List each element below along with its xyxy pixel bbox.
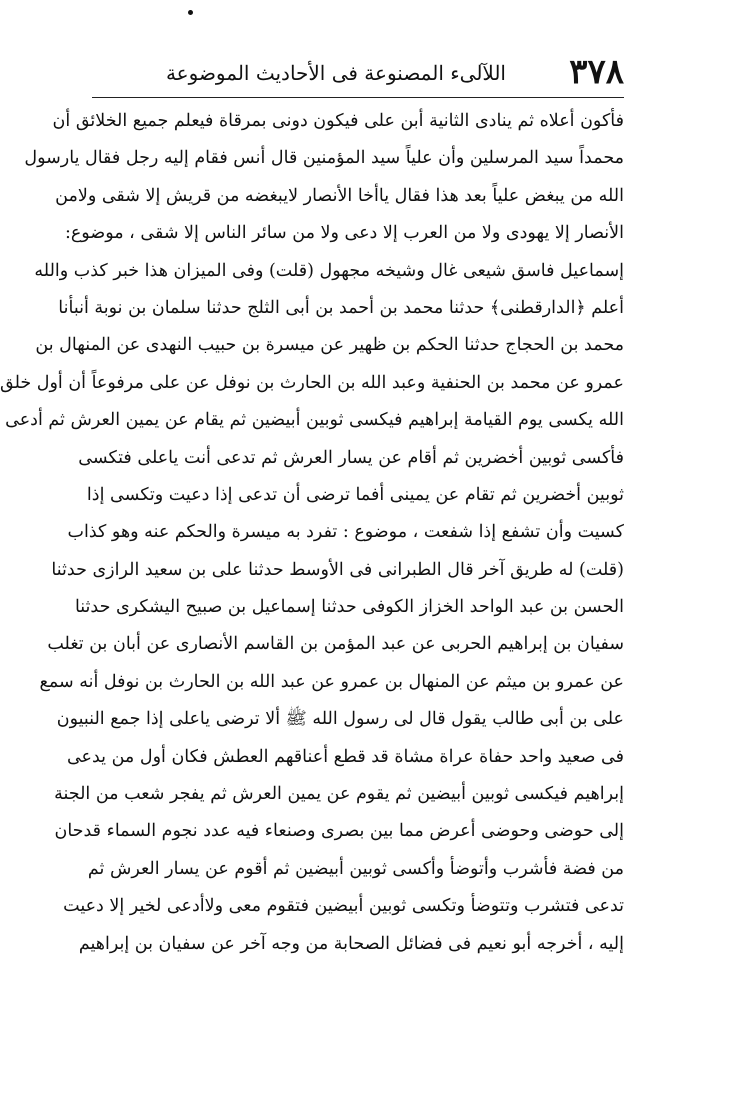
text-line: إلى حوضى وحوضى أعرض مما بين بصرى وصنعاء فيه عدد نجوم السماء قدحان (54, 821, 624, 842)
body-text (0, 103, 624, 963)
text-line: الله يكسى يوم القيامة إبراهيم فيكسى ثوبين أبيضين ثم يقام عن يمين العرش ثم أدعى (5, 410, 624, 431)
print-mark (188, 10, 193, 15)
page-header (92, 50, 624, 94)
text-line: فى صعيد واحد حفاة عراة مشاة قد قطع أعناقهم العطش فكان أول من يدعى (66, 746, 624, 767)
text-line: ثوبين أخضرين ثم تقام عن يمينى أفما ترضى أن تدعى إذا دعيت وتكسى إذا (86, 484, 624, 505)
text-line: (قلت) له طريق آخر قال الطبرانى فى الأوسط حدثنا على بن سعيد الرازى حدثنا (51, 559, 624, 580)
text-line: من فضة فأشرب وأتوضأ وأكسى ثوبين أبيضين ثم أقوم عن يسار العرش ثم (87, 858, 624, 879)
text-line: كسيت وأن تشفع إذا شفعت ، موضوع : تفرد به ميسرة والحكم عنه وهو كذاب (67, 522, 624, 543)
text-line: محمداً سيد المرسلين وأن علياً سيد المؤمنين قال أنس فقام إليه رجل فقال يارسول (24, 148, 624, 169)
text-line: سفيان بن إبراهيم الحربى عن عبد المؤمن بن القاسم الأنصارى عن أبان بن تغلب (47, 634, 624, 655)
header-rule (92, 97, 624, 98)
text-line: الحسن بن عبد الواحد الخزاز الكوفى حدثنا إسماعيل بن صبيح اليشكرى حدثنا (74, 597, 624, 618)
text-line: على بن أبى طالب يقول قال لى رسول الله ﷺ ألا ترضى ياعلى إذا جمع النبيون (56, 709, 624, 730)
running-title: اللآلىء المصنوعة فى الأحاديث الموضوعة (165, 61, 506, 85)
text-line: الله من يبغض علياً بعد هذا فقال ياأخا الأنصار لايبغضه من قريش إلا شقى ولامن (55, 185, 624, 206)
text-line: فأكون أعلاه ثم ينادى الثانية أبن على فيكون دونى بمرقاة فيعلم جميع الخلائق أن (52, 111, 624, 131)
text-line: تدعى فتشرب وتتوضأ وتكسى ثوبين أبيضين فتقوم معى ولاأدعى لخير إلا دعيت (63, 896, 624, 917)
text-line: الأنصار إلا يهودى ولا من العرب إلا دعى ولا من سائر الناس إلا شقى ، موضوع: (64, 223, 624, 244)
text-line: إسماعيل فاسق شيعى غال وشيخه مجهول (قلت) وفى الميزان هذا خبر كذب والله (34, 260, 624, 281)
text-line: إبراهيم فيكسى ثوبين أبيضين ثم يقوم عن يمين العرش ثم يفجر شعب من الجنة (54, 784, 624, 805)
text-line: عن عمرو بن ميثم عن المنهال بن عمرو عن عبد الله بن الحارث بن نوفل أنه سمع (39, 671, 624, 692)
text-line: محمد بن الحجاج حدثنا الحكم بن ظهير عن ميسرة بن حبيب النهدى عن المنهال بن (35, 335, 624, 356)
text-line: إليه ، أخرجه أبو نعيم فى فضائل الصحابة من وجه آخر عن سفيان بن إبراهيم (78, 933, 624, 954)
text-line: فأكسى ثوبين أخضرين ثم أقام عن يسار العرش ثم تدعى أنت ياعلى فتكسى (78, 447, 624, 468)
text-line: عمرو عن محمد بن الحنفية وعبد الله بن الحارث بن نوفل عن على مرفوعاً أن أول خلق (0, 372, 624, 393)
text-line: أعلم ﴿الدارقطنى﴾ حدثنا محمد بن أحمد بن أبى الثلج حدثنا سلمان بن نوبة أنبأنا (58, 297, 624, 318)
page-number: ٣٧٨ (569, 52, 624, 92)
